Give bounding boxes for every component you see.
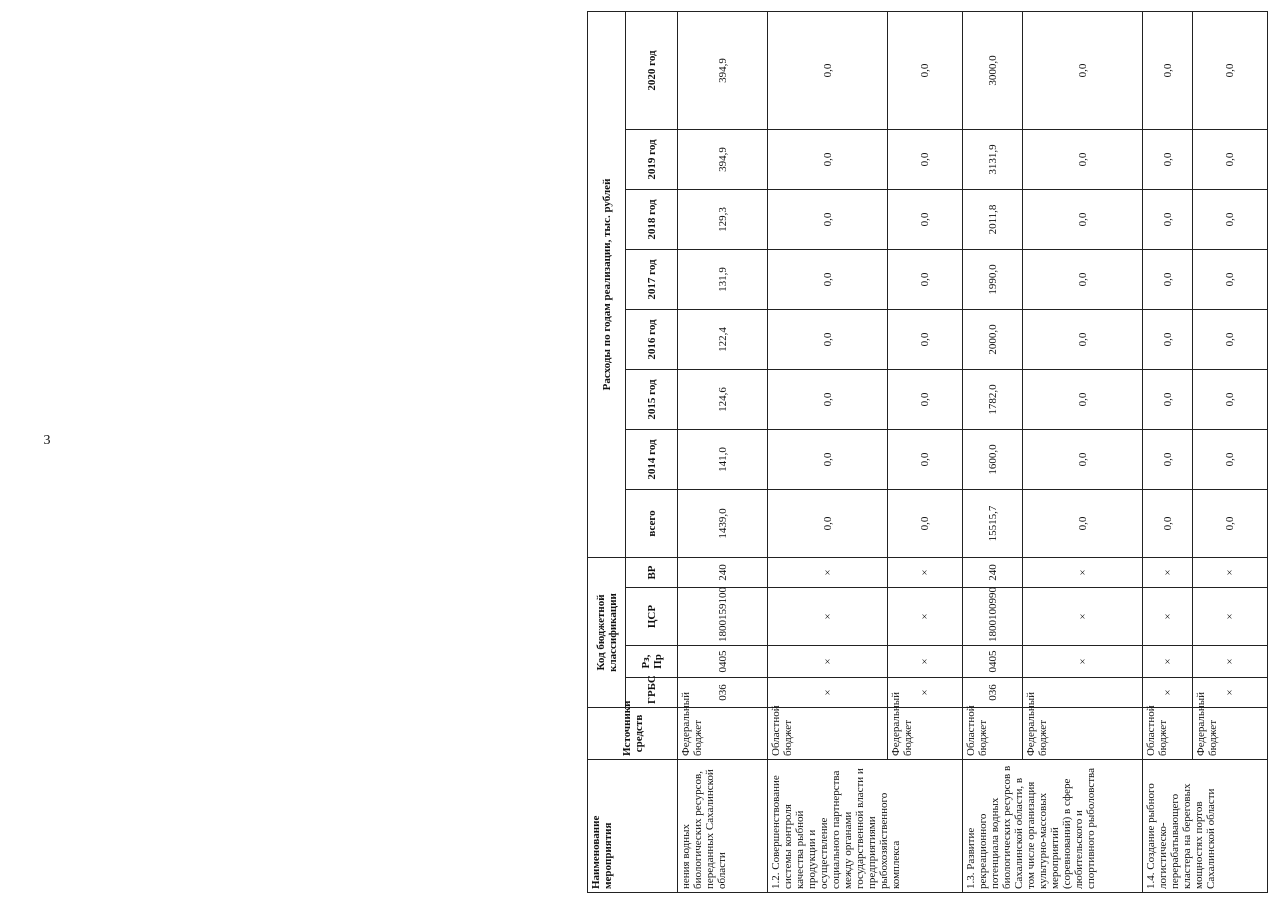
value-2014: 0,0 [888,430,963,490]
measure-name: 1.2. Совершенствование системы контроля качества рыбной продукции и осуществление социального партнерства между органами государственной власти и предприятиями рыбохозяйственного комплекса [768,760,963,893]
table-row [963,11,1023,892]
csr-cell: × [1023,588,1143,646]
vr-cell: × [1193,558,1268,588]
value-2017: 0,0 [888,250,963,310]
value-2019: 0,0 [1023,130,1143,190]
source-cell: Областной бюджет [963,708,1023,760]
value-2019: 0,0 [1143,130,1193,190]
grbs-cell: × [1193,678,1268,708]
rzpr-cell: 0405 [963,646,1023,678]
value-2020: 0,0 [1143,11,1193,129]
value-2018: 0,0 [768,190,888,250]
measure-name: 1.3. Развитие рекреационного потенциала водных биологических ресурсов в Сахалинской области, в том числе организация культурно-массовых мероприятий (соревнований) в сфере любительского и спортивного рыболовства [963,760,1143,893]
value-2015: 0,0 [1023,370,1143,430]
csr-cell: × [1193,588,1268,646]
vr-cell: × [888,558,963,588]
value-2015: 0,0 [888,370,963,430]
source-cell: Федеральный бюджет [1193,708,1268,760]
header-year-2018: 2018 год [626,190,678,250]
value-2020: 0,0 [768,11,888,129]
value-2017: 0,0 [1023,250,1143,310]
value-2019: 0,0 [1193,130,1268,190]
value-2016: 0,0 [1023,310,1143,370]
grbs-cell: × [888,678,963,708]
value-2019: 0,0 [768,130,888,190]
header-rzpr: Рз, Пр [626,646,678,678]
value-2015: 0,0 [1193,370,1268,430]
csr-cell: 1800100990 [963,588,1023,646]
header-year-2019: 2019 год [626,130,678,190]
source-cell: Федеральный бюджет [888,708,963,760]
table-row [768,11,888,892]
value-total: 15515,7 [963,490,1023,558]
rotated-table-container [587,12,1236,893]
grbs-cell: 036 [963,678,1023,708]
csr-cell: × [1143,588,1193,646]
header-vr: ВР [626,558,678,588]
rzpr-cell: × [1193,646,1268,678]
value-2014: 0,0 [768,430,888,490]
value-2016: 2000,0 [963,310,1023,370]
table-row [678,11,768,892]
value-2016: 0,0 [768,310,888,370]
source-cell: Областной бюджет [768,708,888,760]
value-2019: 3131,9 [963,130,1023,190]
value-2014: 1600,0 [963,430,1023,490]
csr-cell: × [888,588,963,646]
source-cell: Федеральный бюджет [1023,708,1143,760]
grbs-cell: × [1143,678,1193,708]
value-2016: 0,0 [888,310,963,370]
value-2015: 1782,0 [963,370,1023,430]
header-source: Источники средств [588,708,678,760]
header-year-2016: 2016 год [626,310,678,370]
value-2014: 0,0 [1143,430,1193,490]
value-2020: 394,9 [678,11,768,129]
value-2018: 0,0 [1193,190,1268,250]
vr-cell: × [768,558,888,588]
value-2015: 0,0 [768,370,888,430]
header-year-2015: 2015 год [626,370,678,430]
value-total: 0,0 [1023,490,1143,558]
measure-name: 1.4. Создание рыбного логистическо-перерабатывающего кластера на береговых мощностях портов Сахалинской области [1143,760,1268,893]
value-2014: 141,0 [678,430,768,490]
value-2018: 0,0 [1023,190,1143,250]
value-2016: 0,0 [1143,310,1193,370]
header-csr: ЦСР [626,588,678,646]
value-2020: 3000,0 [963,11,1023,129]
csr-cell: × [768,588,888,646]
grbs-cell: 036 [678,678,768,708]
value-2020: 0,0 [888,11,963,129]
vr-cell: × [1023,558,1143,588]
vr-cell: 240 [678,558,768,588]
value-2015: 0,0 [1143,370,1193,430]
header-year-total: всего [626,490,678,558]
value-2015: 124,6 [678,370,768,430]
grbs-cell [1023,678,1143,708]
header-grbs: ГРБС [626,678,678,708]
value-total: 0,0 [1193,490,1268,558]
value-2019: 394,9 [678,130,768,190]
budget-table [587,11,1268,893]
value-total: 0,0 [768,490,888,558]
value-2017: 131,9 [678,250,768,310]
value-total: 0,0 [1143,490,1193,558]
value-2020: 0,0 [1023,11,1143,129]
rzpr-cell: 0405 [678,646,768,678]
value-2018: 129,3 [678,190,768,250]
vr-cell: 240 [963,558,1023,588]
value-2020: 0,0 [1193,11,1268,129]
value-2019: 0,0 [888,130,963,190]
header-year-2020: 2020 год [626,11,678,129]
value-2014: 0,0 [1023,430,1143,490]
value-2018: 0,0 [1143,190,1193,250]
value-total: 1439,0 [678,490,768,558]
header-year-2017: 2017 год [626,250,678,310]
value-2017: 0,0 [1193,250,1268,310]
header-expenses: Расходы по годам реализации, тыс. рублей [588,11,626,557]
value-2014: 0,0 [1193,430,1268,490]
vr-cell: × [1143,558,1193,588]
rzpr-cell: × [768,646,888,678]
rzpr-cell: × [1143,646,1193,678]
value-2016: 122,4 [678,310,768,370]
source-cell: Областной бюджет [1143,708,1193,760]
header-name: Наименование мероприятия [588,760,678,893]
measure-name: нения водных биологических ресурсов, переданных Сахалинской области [678,760,768,893]
value-2018: 2011,8 [963,190,1023,250]
value-2017: 0,0 [1143,250,1193,310]
source-cell: Федеральный бюджет [678,708,768,760]
rzpr-cell: × [888,646,963,678]
grbs-cell: × [768,678,888,708]
page-number: 3 [43,433,51,448]
header-budget-code: Код бюджетной классификации [588,558,626,708]
rzpr-cell: × [1023,646,1143,678]
value-2018: 0,0 [888,190,963,250]
csr-cell: 1800159100 [678,588,768,646]
value-2017: 0,0 [768,250,888,310]
table-row [1143,11,1193,892]
value-total: 0,0 [888,490,963,558]
value-2017: 1990,0 [963,250,1023,310]
value-2016: 0,0 [1193,310,1268,370]
header-year-2014: 2014 год [626,430,678,490]
